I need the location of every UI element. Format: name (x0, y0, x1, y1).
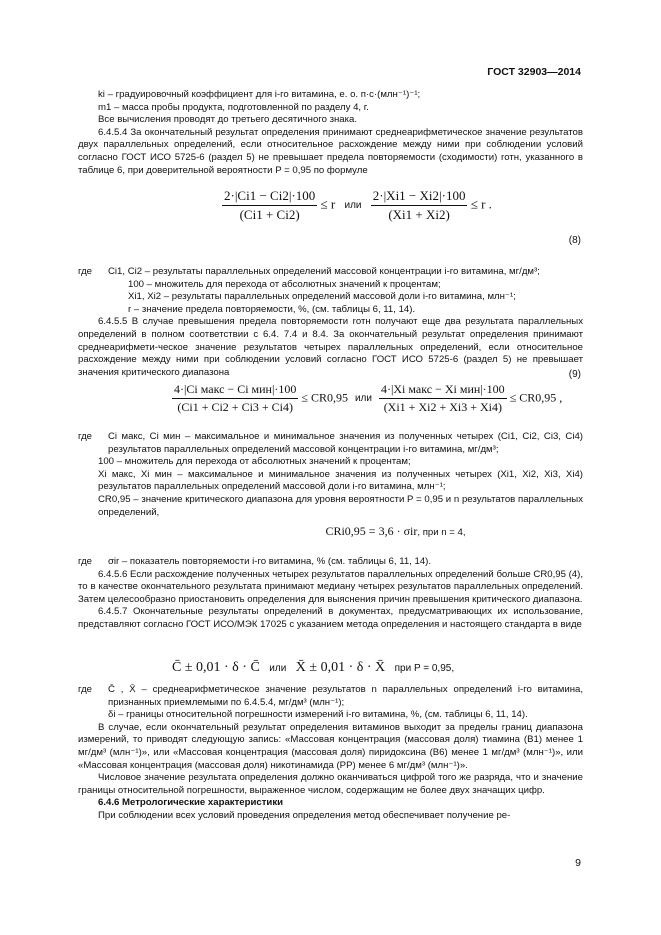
eq9-right-num: 4·|Xi макс − Xi мин|·100 (379, 382, 507, 399)
x-maxmin-definition: Xi макс, Xi мин – максимальное и минимальное значения из полученных четырех (Xi1, Xi2, Xi3, Xi4) результатов параллельных определений массовой доли i-го витамина, млн⁻¹; (98, 468, 583, 493)
eq8-left-den: (Ci1 + Ci2) (239, 207, 300, 222)
digits-para: Числовое значение результата определения должно оканчиваться цифрой того же разряда, что и значение границы относительной погрешности, выраженное числом, содержащим не более двух значащих цифр. (78, 772, 583, 796)
calc-note: Все вычисления проводят до третьего десятичного знака. (98, 114, 358, 126)
eq8-le-r: ≤ r (320, 196, 336, 212)
para-6-4-6: При соблюдении всех условий проведения определения метод обеспечивает получение ре- (98, 809, 511, 821)
hundred-definition-2: 100 – множитель для перехода от абсолютных значений к процентам; (98, 456, 411, 468)
k-definition: ki – градуировочный коэффициент для i-го витамина, е. о. п·с·(млн⁻¹)⁻¹; (98, 89, 421, 100)
cr-definition: CR0,95 – значение критического диапазона для уровня вероятности P = 0,95 и n результатов параллельных определений, (98, 493, 583, 518)
eq8-right-num: 2·|Xi1 − Xi2|·100 (371, 188, 468, 206)
eq-final-c: C̄ ± 0,01 · δ · C̄ (172, 660, 260, 675)
eq-final-or: или (269, 663, 287, 674)
c-maxmin-definition: Ci макс, Ci мин – максимальное и минимальное значения из полученных четырех (Ci1, Ci2, Ci3, Ci4) результатов параллельных определений массовой концентрации i-го витамина, мг/дм³; (108, 431, 583, 455)
eq8-left-num: 2·|Ci1 − Ci2|·100 (222, 188, 317, 206)
text-block-3 (78, 431, 583, 540)
para-6-4-5-5: 6.4.5.5 В случае превышения предела повторяемости rотн получают еще два результата параллельных определений в полном соответствии с 6.4. 7.4 и 8.4. За окончательный результат определения принимают среднеарифмети-ческое значение результатов четырех параллельных определений, если относительное расхождение между ними при соблюдении условий согласно ГОСТ ИСО 5725-6 (раздел 5) не превышает значения критического диапазона (78, 316, 583, 378)
para-6-4-5-7: 6.4.5.7 Окончательные результаты определений в документах, предусматривающих их использование, представляют согласно ГОСТ ИСО/МЭК 17025 с указанием метода определения и настоящего стандарта в виде (78, 606, 583, 630)
page-number: 9 (575, 857, 581, 869)
mean-definition: C̄ , X̄ – среднеарифметическое значение результатов n параллельных определений i-го витамина, признанных приемлемыми по 6.4.5.4, мг/дм³ (млн⁻¹); (108, 684, 583, 708)
m-definition: m1 – масса пробы продукта, подготовленной по разделу 4, г. (98, 101, 369, 113)
eq-final-x: X̄ ± 0,01 · δ · X̄ (295, 660, 386, 675)
eq9-or: или (354, 393, 372, 405)
eq8-or: или (344, 200, 362, 212)
eq9-right-den: (Xi1 + Xi2 + Xi3 + Xi4) (383, 400, 502, 414)
equation-9 (172, 382, 562, 415)
hundred-definition: 100 – множитель для перехода от абсолютных значений к процентам; (128, 278, 441, 290)
eq8-le-r2: ≤ r . (470, 196, 492, 212)
text-block-4 (78, 556, 583, 632)
equation-8 (222, 188, 492, 223)
text-block-1 (78, 89, 583, 177)
cr-condition: , при n = 4, (417, 527, 466, 539)
text-block-2 (78, 266, 583, 379)
equation-8-number: (8) (568, 235, 581, 246)
c-definition: Ci1, Ci2 – результаты параллельных определений массовой концентрации i-го витамина, мг/дм³; (108, 266, 540, 277)
eq-final-cond: при P = 0,95, (394, 663, 455, 674)
x-definition: Xi1, Xi2 – результаты параллельных определений массовой доли i-го витамина, млн⁻¹; (128, 291, 516, 303)
sigma-definition: σir – показатель повторяемости i-го витамина, % (см. таблицы 6, 11, 14). (108, 556, 432, 567)
cr-formula-line (78, 525, 583, 540)
eq9-left-num: 4·|Ci макс − Ci мин|·100 (172, 382, 298, 399)
where-label-2: где (78, 431, 93, 442)
eq8-right-den: (Xi1 + Xi2) (388, 207, 450, 222)
where-label-3: где (78, 556, 93, 567)
r-definition: r – значение предела повторяемости, %, (см. таблицы 6, 11, 14). (128, 303, 416, 315)
para-6-4-5-4: 6.4.5.4 За окончательный результат определения принимают среднеарифметическое значение результатов двух параллельных определений, если относительное расхождение между ними при соблюдении условий согласно ГОСТ ИСО 5725-6 (раздел 5) не превышает предела повторяемости (сходимости) rотн, указанного в таблице 6, при доверительной вероятности P = 0,95 по формуле (78, 126, 583, 176)
equation-9-number: (9) (568, 369, 581, 380)
heading-6-4-6: 6.4.6 Метрологические характеристики (98, 797, 284, 809)
where-label: где (78, 266, 93, 277)
document-header: ГОСТ 32903—2014 (487, 66, 581, 78)
cr-formula: CRi0,95 = 3,6 · σir (325, 524, 418, 539)
out-of-range-para: В случае, если окончательный результат определения витаминов выходит за пределы границ диапазона измерений, то приводят следующую запись: «Массовая концентрация (массовая доля) тиамина (B1) менее 1 мг/дм³ (млн⁻¹)», или «Массовая концентрация (массовая доля) пиридоксина (B6) менее 1 мг/дм³ (млн⁻¹)», или «Массовая концентрация (массовая доля) никотинамида (PP) менее 6 мг/дм³ (млн⁻¹)». (78, 721, 583, 771)
equation-final (172, 660, 454, 676)
delta-definition: δi – границы относительной погрешности измерений i-го витамина, %, (см. таблицы 6, 11, 14). (108, 709, 528, 721)
para-6-4-5-6: 6.4.5.6 Если расхождение полученных четырех результатов параллельных определений больше CR0,95 (4), то в качестве окончательного результата принимают медиану четырех результатов параллельных определений. Затем целесообразно приостановить определения для выяснения причин превышения критического диапазона. (78, 568, 583, 605)
eq9-le-cr2: ≤ CR0,95 , (509, 390, 563, 405)
text-block-5 (78, 684, 583, 823)
where-label-4: где (78, 684, 93, 695)
eq9-left-den: (Ci1 + Ci2 + Ci3 + Ci4) (177, 400, 294, 414)
eq9-le-cr: ≤ CR0,95 (301, 390, 348, 405)
